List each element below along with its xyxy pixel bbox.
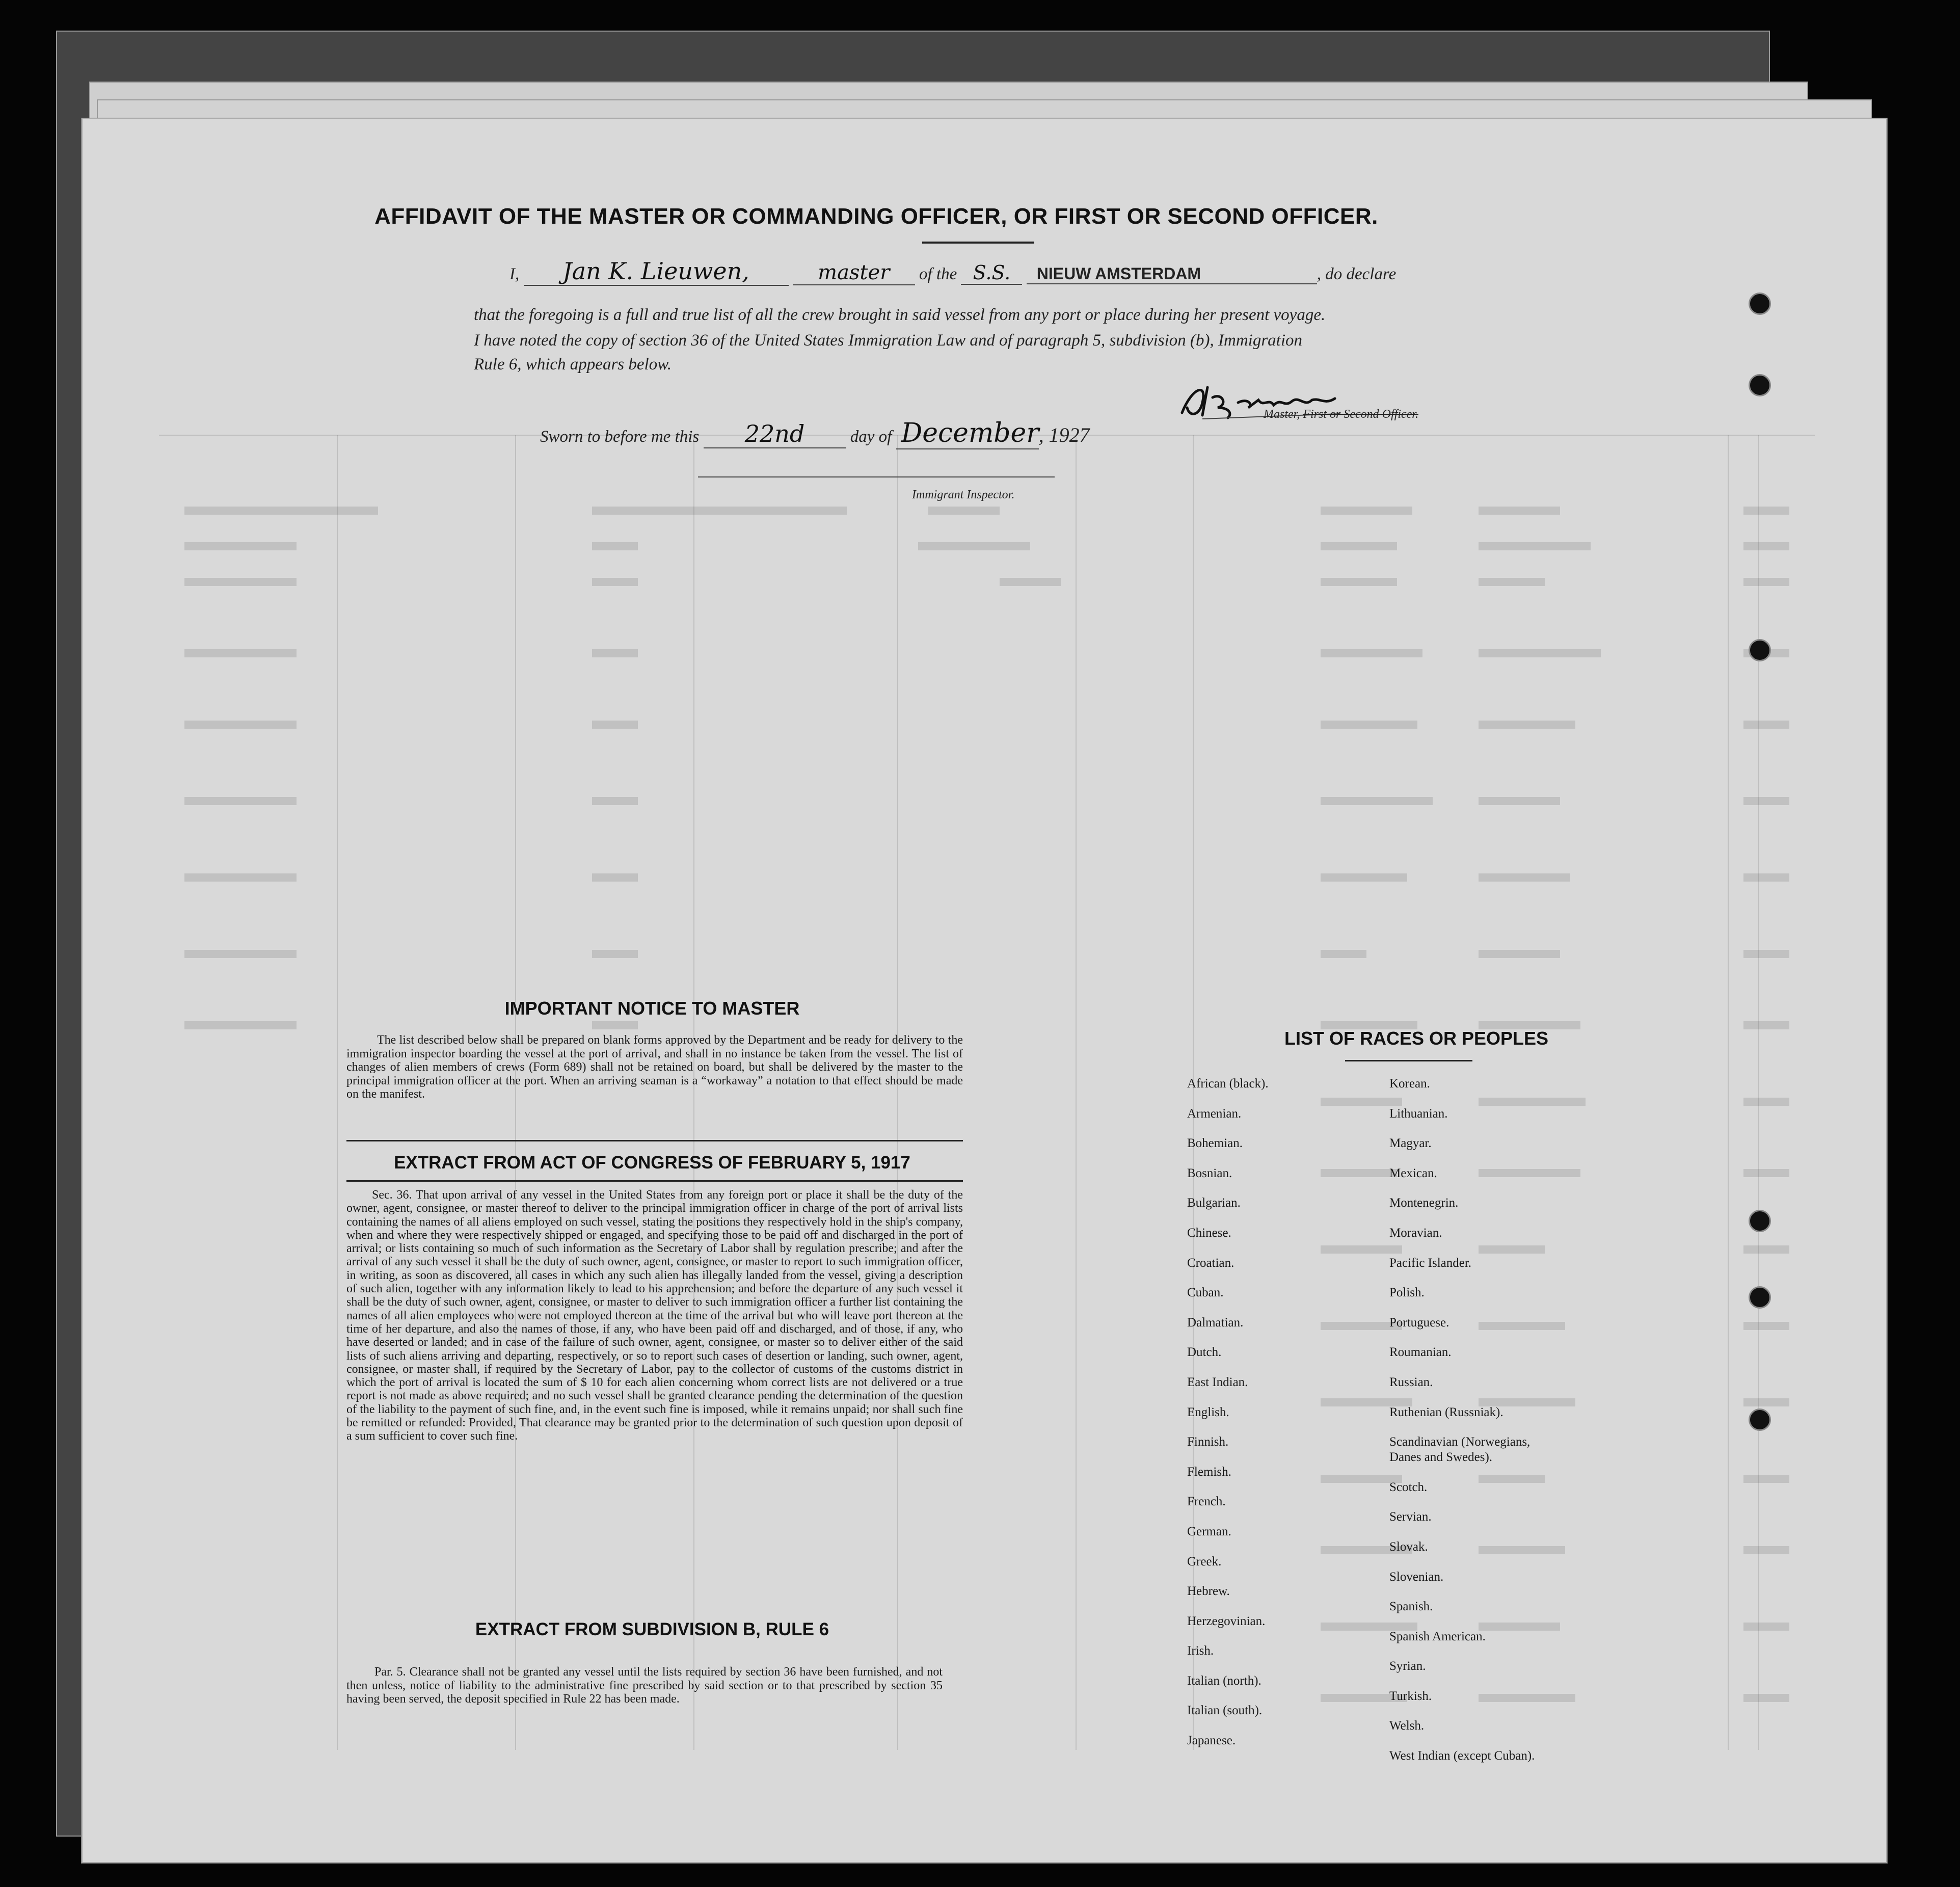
race-item: Ruthenian (Russniak). (1389, 1405, 1503, 1419)
race-item: East Indian. (1187, 1375, 1248, 1389)
races-left-column (1187, 1077, 1269, 1764)
punch-hole (1749, 639, 1771, 661)
sworn-day-field: 22nd (704, 420, 846, 448)
race-item: Herzegovinian. (1187, 1614, 1266, 1628)
race-item: Spanish. (1389, 1600, 1433, 1614)
race-item: African (black). (1187, 1077, 1269, 1091)
officer-master-label: Master, (1264, 408, 1300, 421)
sworn-line (540, 418, 1090, 449)
punch-hole (1749, 1210, 1771, 1232)
sworn-year: , 1927 (1038, 423, 1090, 446)
race-item: Italian (south). (1187, 1704, 1263, 1718)
race-item: Roumanian. (1389, 1345, 1452, 1360)
race-item: West Indian (except Cuban). (1389, 1749, 1535, 1763)
race-item: German. (1187, 1524, 1231, 1538)
race-item: Moravian. (1389, 1226, 1442, 1240)
officer-title (1264, 408, 1418, 421)
affidavit-line-1 (509, 257, 1396, 286)
race-item: Irish. (1187, 1644, 1214, 1658)
affidavit-line-4: Rule 6, which appears below. (474, 355, 672, 374)
race-item: Finnish. (1187, 1435, 1229, 1449)
race-item: Japanese. (1187, 1734, 1236, 1748)
act-rule-bottom (346, 1180, 963, 1182)
race-item: Chinese. (1187, 1226, 1231, 1240)
races-right-column (1389, 1077, 1535, 1779)
race-item: Montenegrin. (1389, 1196, 1459, 1210)
race-item: Welsh. (1389, 1719, 1425, 1733)
inspector-label: Immigrant Inspector. (912, 488, 1015, 501)
inspector-signature-line (698, 476, 1055, 477)
race-item: Armenian. (1187, 1106, 1242, 1121)
ship-name: NIEUW AMSTERDAM (1036, 264, 1201, 283)
title-rule (922, 242, 1034, 244)
notice-title: IMPORTANT NOTICE TO MASTER (504, 998, 800, 1019)
race-item: Flemish. (1187, 1465, 1231, 1479)
race-item: Croatian. (1187, 1256, 1234, 1270)
affidavit-line-2: that the foregoing is a full and true list of all the crew brought in said vessel from any port or place during her present voyage. (474, 306, 1326, 324)
race-item: Scandinavian (Norwegians, (1389, 1435, 1531, 1449)
notice-text: The list described below shall be prepared on blank forms approved by the Department and be ready for delivery to the immigration inspector boarding the vessel at the port of arrival, and shall in no instance be taken from the vessel. The list of changes of alien members of crews (Form 689) shall not be retained on board, but shall be delivered by the master to the principal immigration officer at the port. When an arriving seaman is a “workaway” a notation to that effect should be made on the manifest. (346, 1033, 963, 1101)
race-item: Scotch. (1389, 1480, 1428, 1494)
act-text: Sec. 36. That upon arrival of any vessel in the United States from any foreign port or place it shall be the duty of the owner, agent, consignee, or master thereof to deliver to the principal immigration officer in charge of the port of arrival lists containing the names of all aliens employed on such vessel, stating the positions they respectively hold in the ship's company, when and where they were respectively shipped or engaged, and specifying those to be paid off and discharged in the port of arrival; or lists containing so much of such information as the Secretary of Labor shall by regulation prescribe; and after the arrival of any such vessel it shall be the duty of such owner, agent, consignee, or master to report to such immigration officer, in writing, as soon as discovered, all cases in which any such alien has illegally landed from the vessel, giving a description of such alien, together with any information likely to lead to his apprehension; and before the departure of any such vessel it shall be the duty of such owner, agent, consignee, or master to deliver to such immigration officer a further list containing the names of all alien employees who were not employed thereon at the time of the arrival but who will leave port thereon at the time of her departure, and also the names of those, if any, who have been paid off and discharged, and of those, if any, who have deserted or landed; and in case of the failure of such owner, agent, consignee, or master so to deliver either of the said lists of such aliens arriving and departing, respectively, or so to report such cases of desertion or landing, such owner, agent, consignee, or master shall, if required by the Secretary of Labor, pay to the collector of customs of the customs district in which the port of arrival is located the sum of $ 10 for each alien concerning whom correct lists are not delivered or a true report is not made as above required; and no such vessel shall be granted clearance pending the determination of the question of the liability to the payment of such fine, and, in the event such fine is imposed, while it remains unpaid; nor shall such fine be remitted or refunded: Provided, That clearance may be granted prior to the determination of such question upon deposit of a sum sufficient to cover such fine. (346, 1188, 963, 1443)
of-the-label: of the (919, 265, 957, 283)
race-item: Turkish. (1389, 1689, 1432, 1703)
sworn-mid: day of (850, 428, 892, 446)
race-item: Italian (north). (1187, 1673, 1261, 1688)
act-rule-top (346, 1140, 963, 1141)
race-item: Servian. (1389, 1510, 1432, 1524)
race-item: Bohemian. (1187, 1136, 1243, 1151)
race-item: Mexican. (1389, 1166, 1437, 1180)
document-sheet (82, 118, 1887, 1863)
ship-prefix-field: S.S. (961, 261, 1022, 285)
race-item: Dutch. (1187, 1345, 1222, 1360)
race-item: English. (1187, 1405, 1229, 1419)
race-item: Bulgarian. (1187, 1196, 1241, 1210)
race-item: Cuban. (1187, 1286, 1224, 1300)
race-item: Dalmatian. (1187, 1315, 1244, 1330)
do-declare-label: , do declare (1317, 265, 1397, 283)
race-item: Hebrew. (1187, 1584, 1230, 1599)
master-name-field: Jan K. Lieuwen, (524, 257, 789, 286)
punch-hole (1749, 1286, 1771, 1309)
race-item: Slovenian. (1389, 1570, 1444, 1584)
race-item: Russian. (1389, 1375, 1433, 1389)
races-title: LIST OF RACES OR PEOPLES (1284, 1028, 1549, 1049)
rank-field: master (793, 261, 915, 285)
race-item: Korean. (1389, 1077, 1430, 1091)
race-item: Spanish American. (1389, 1629, 1486, 1643)
affidavit-title: AFFIDAVIT OF THE MASTER OR COMMANDING OFFICER, OR FIRST OR SECOND OFFICER. (374, 204, 1378, 229)
sworn-pre: Sworn to before me this (540, 428, 700, 446)
race-item: Slovak. (1389, 1539, 1428, 1554)
race-item: Portuguese. (1389, 1315, 1449, 1330)
officer-struck-label: First or Second Officer. (1303, 408, 1418, 421)
punch-hole (1749, 1408, 1771, 1431)
race-item: Syrian. (1389, 1659, 1426, 1673)
rule-text: Par. 5. Clearance shall not be granted any vessel until the lists required by section 36 have been furnished, and not then unless, notice of liability to the administrative fine prescribed by said section or to that prescribed by section 35 having been served, the deposit specified in Rule 22 has been made. (346, 1665, 943, 1706)
race-item: Greek. (1187, 1554, 1222, 1569)
race-item: Pacific Islander. (1389, 1256, 1472, 1270)
rule-title: EXTRACT FROM SUBDIVISION B, RULE 6 (475, 1619, 829, 1639)
race-item: Magyar. (1389, 1136, 1432, 1151)
race-item: Polish. (1389, 1286, 1425, 1300)
races-rule (1345, 1060, 1472, 1061)
affidavit-line-3: I have noted the copy of section 36 of the United States Immigration Law and of paragraph 5, subdivision (b), Immigration (474, 331, 1303, 350)
manifest-bleedthrough (83, 119, 1886, 1862)
race-item: Bosnian. (1187, 1166, 1232, 1180)
act-title: EXTRACT FROM ACT OF CONGRESS OF FEBRUARY 5, 1917 (394, 1153, 910, 1173)
race-item: Danes and Swedes). (1389, 1450, 1493, 1465)
ship-name-field (1027, 264, 1317, 284)
punch-hole (1749, 374, 1771, 396)
punch-hole (1749, 293, 1771, 315)
race-item: French. (1187, 1495, 1226, 1509)
race-item: Lithuanian. (1389, 1106, 1448, 1121)
affidavit-line1-pre: I, (509, 265, 520, 283)
sworn-month-field: December (896, 418, 1039, 449)
